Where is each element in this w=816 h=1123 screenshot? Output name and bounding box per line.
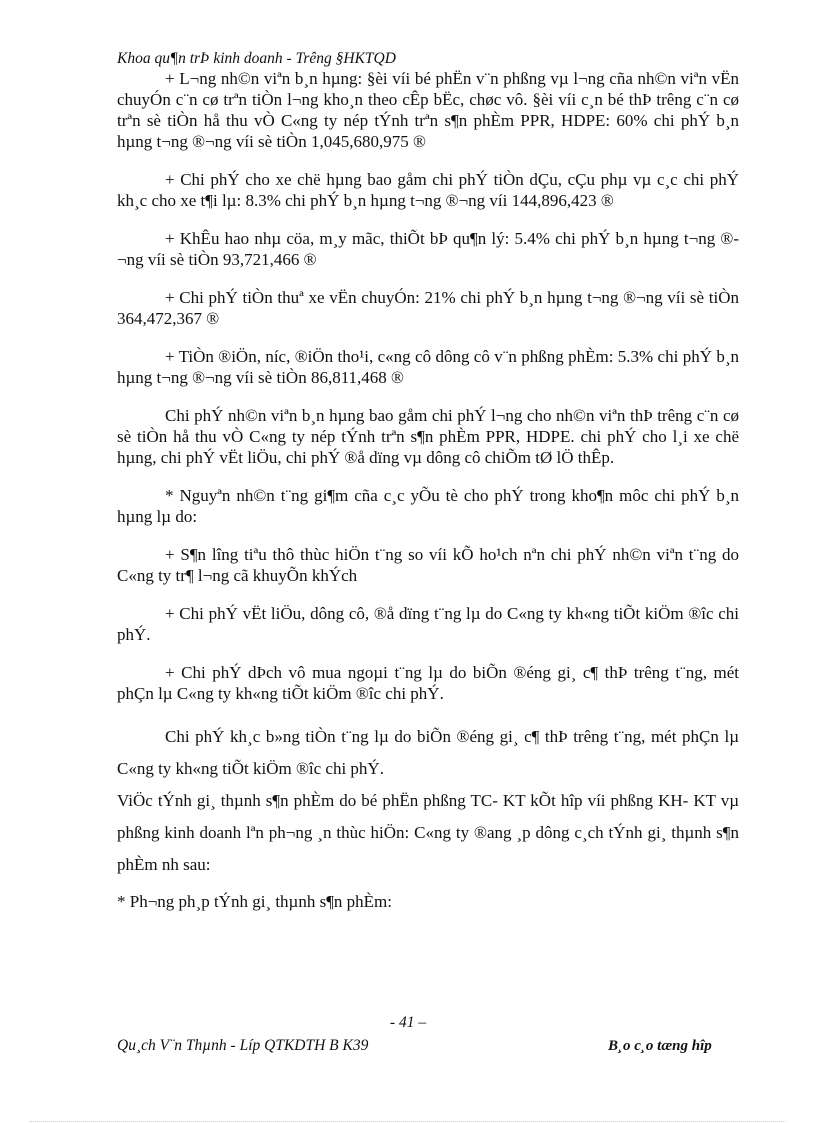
paragraph-cause-services: + Chi phÝ dÞch vô mua ngoµi t¨ng lµ do biÕn ®éng gi¸ c¶ thÞ trêng t¨ng, mét phÇn lµ C«ng ty kh«ng tiÕt kiÖm ®îc chi phÝ.	[117, 663, 739, 703]
paragraph-depreciation: + KhÊu hao nhµ cöa, m¸y mãc, thiÕt bÞ qu¶n lý: 5.4% chi phÝ b¸n hµng t¬ng ®¬ng víi sè tiÒn 93,721,466 ®	[117, 229, 739, 269]
paragraph-staff-salary: + L¬ng nh©n viªn b¸n hµng: §èi víi bé phËn v¨n phßng vµ l¬ng cña nh©n viªn vËn chuyÓn c¨n cø trªn tiÒn l¬ng kho¸n theo cÊp bËc, chøc vô. §èi víi c¸n bé thÞ trêng c¨n cø trªn sè tiÒn hå thu vÒ C«ng ty nép tÝnh trªn s¶n phÈm PPR, HDPE: 60% chi phÝ b¸n hµng t¬ng ®¬ng víi sè tiÒn 1,045,680,975 ®	[117, 69, 739, 151]
paragraph-sales-staff-summary: Chi phÝ nh©n viªn b¸n hµng bao gåm chi phÝ l¬ng cho nh©n viªn thÞ trêng c¨n cø sè tiÒn hå thu vÒ C«ng ty nép tÝnh trªn s¶n phÈm PPR, HDPE. chi phÝ cho l¸i xe chë hµng, chi phÝ vËt liÖu, chi phÝ ®å dïng vµ dông cô chiÕm tØ lÖ thÊp.	[117, 406, 739, 467]
paragraph-utilities: + TiÒn ®iÖn, níc, ®iÖn tho¹i, c«ng cô dông cô v¨n phßng phÈm: 5.3% chi phÝ b¸n hµng t¬ng ®¬ng víi sè tiÒn 86,811,468 ®	[117, 347, 739, 387]
page-bottom-divider	[30, 1121, 786, 1122]
paragraph-causes-heading: * Nguyªn nh©n t¨ng gi¶m cña c¸c yÕu tè cho phÝ trong kho¶n môc chi phÝ b¸n hµng lµ do:	[117, 486, 739, 526]
paragraph-truck-costs: + Chi phÝ cho xe chë hµng bao gåm chi phÝ tiÒn dÇu, cÇu phµ vµ c¸c chi phÝ kh¸c cho xe t¶i lµ: 8.3% chi phÝ b¸n hµng t¬ng ®¬ng víi 144,896,423 ®	[117, 170, 739, 210]
paragraph-method-heading: * Ph¬ng ph¸p tÝnh gi¸ thµnh s¶n phÈm:	[117, 892, 393, 911]
page-header: Khoa qu¶n trÞ kinh doanh - Trêng §HKTQD	[117, 50, 396, 67]
paragraph-other-costs: Chi phÝ kh¸c b»ng tiÒn t¨ng lµ do biÕn ®éng gi¸ c¶ thÞ trêng t¨ng, mét phÇn lµ C«ng ty kh«ng tiÕt kiÖm ®îc chi phÝ.	[117, 727, 739, 778]
paragraph-cost-calculation: ViÖc tÝnh gi¸ thµnh s¶n phÈm do bé phËn phßng TC- KT kÕt hîp víi phßng KH- KT vµ phßng kinh doanh lªn ph¬ng ¸n thùc hiÖn: C«ng ty ®ang ¸p dông c¸ch tÝnh gi¸ thµnh s¶n phÈm nh sau:	[117, 791, 739, 874]
document-body	[117, 68, 739, 929]
paragraph-rental-trucks: + Chi phÝ tiÒn thuª xe vËn chuyÓn: 21% chi phÝ b¸n hµng t¬ng ®¬ng víi sè tiÒn 364,472,367 ®	[117, 288, 739, 328]
paragraph-cause-output: + S¶n lîng tiªu thô thùc hiÖn t¨ng so víi kÕ ho¹ch nªn chi phÝ nh©n viªn t¨ng do C«ng ty tr¶ l¬ng cã khuyÕn khÝch	[117, 545, 739, 585]
paragraph-cause-materials: + Chi phÝ vËt liÖu, dông cô, ®å dïng t¨ng lµ do C«ng ty kh«ng tiÕt kiÖm ®îc chi phÝ.	[117, 604, 739, 644]
footer-author: Qu¸ch V¨n Thµnh - Líp QTKDTH B K39	[117, 1037, 369, 1054]
footer-report-type: B¸o c¸o tæng hîp	[608, 1038, 712, 1054]
page-number: - 41 –	[389, 1014, 427, 1031]
